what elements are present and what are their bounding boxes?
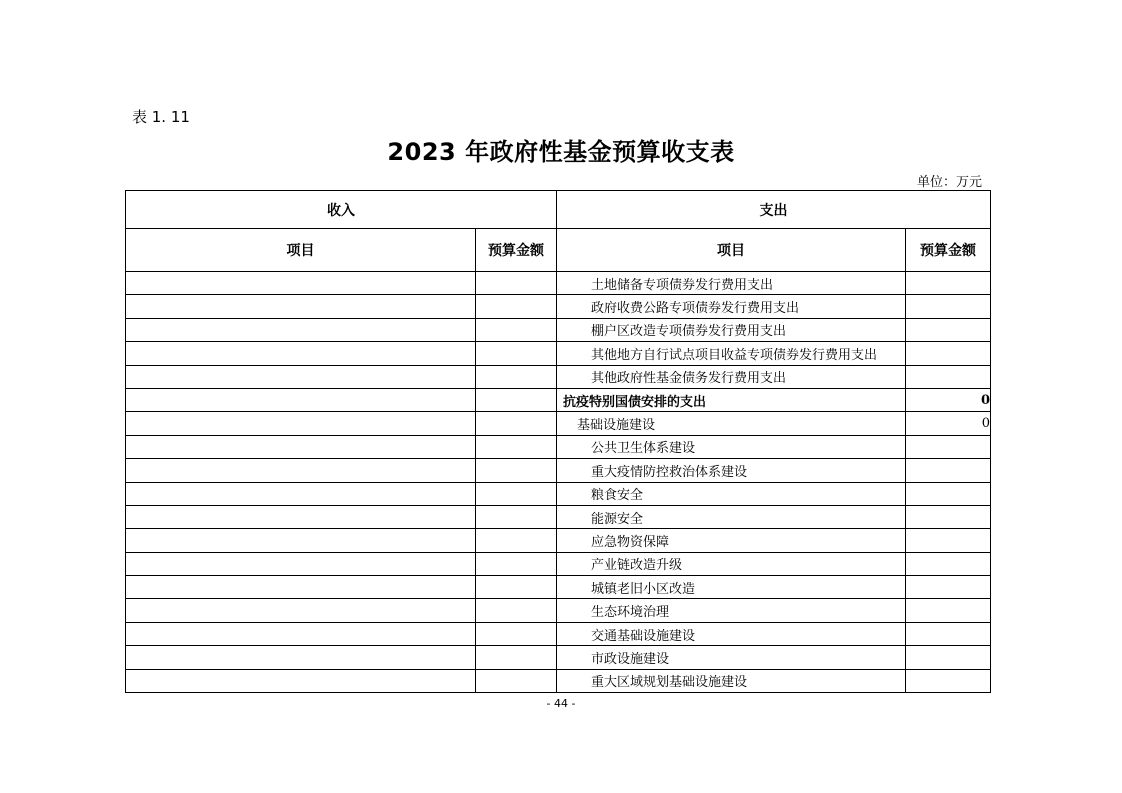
income-item-cell bbox=[126, 318, 476, 341]
expenditure-item-cell: 基础设施建设 bbox=[557, 412, 906, 435]
table-row bbox=[126, 459, 991, 482]
expenditure-amount-cell bbox=[906, 669, 991, 692]
income-item-cell bbox=[126, 622, 476, 645]
document-title: 2023 年政府性基金预算收支表 bbox=[387, 138, 735, 166]
income-amount-cell bbox=[476, 482, 557, 505]
expenditure-item-cell: 粮食安全 bbox=[557, 482, 906, 505]
expenditure-amount-cell bbox=[906, 646, 991, 669]
header-row-columns bbox=[126, 229, 991, 272]
income-item-cell bbox=[126, 272, 476, 295]
income-amount-cell bbox=[476, 272, 557, 295]
expenditure-item-cell: 市政设施建设 bbox=[557, 646, 906, 669]
income-item-cell bbox=[126, 646, 476, 669]
expenditure-amount-cell: 0 bbox=[906, 412, 991, 435]
expenditure-amount-cell bbox=[906, 552, 991, 575]
table-row bbox=[126, 552, 991, 575]
income-amount-cell bbox=[476, 459, 557, 482]
income-item-cell bbox=[126, 576, 476, 599]
income-item-cell bbox=[126, 459, 476, 482]
expenditure-amount-header: 预算金额 bbox=[906, 229, 991, 272]
expenditure-item-header: 项目 bbox=[557, 229, 906, 272]
expenditure-header: 支出 bbox=[557, 191, 991, 229]
income-amount-cell bbox=[476, 388, 557, 411]
income-item-header: 项目 bbox=[126, 229, 476, 272]
expenditure-amount-cell bbox=[906, 505, 991, 528]
income-amount-cell bbox=[476, 552, 557, 575]
expenditure-amount-cell bbox=[906, 482, 991, 505]
income-amount-cell bbox=[476, 669, 557, 692]
table-row bbox=[126, 388, 991, 411]
table-row bbox=[126, 505, 991, 528]
expenditure-item-cell: 重大区域规划基础设施建设 bbox=[557, 669, 906, 692]
expenditure-item-cell: 其他政府性基金债务发行费用支出 bbox=[557, 365, 906, 388]
expenditure-amount-cell bbox=[906, 435, 991, 458]
expenditure-item-cell: 土地储备专项债券发行费用支出 bbox=[557, 272, 906, 295]
expenditure-amount-cell: 0 bbox=[906, 388, 991, 411]
expenditure-amount-cell bbox=[906, 318, 991, 341]
income-item-cell bbox=[126, 365, 476, 388]
table-row bbox=[126, 529, 991, 552]
table-row bbox=[126, 318, 991, 341]
income-amount-cell bbox=[476, 529, 557, 552]
income-item-cell bbox=[126, 529, 476, 552]
income-amount-cell bbox=[476, 318, 557, 341]
income-amount-cell bbox=[476, 622, 557, 645]
expenditure-item-cell: 交通基础设施建设 bbox=[557, 622, 906, 645]
table-row bbox=[126, 482, 991, 505]
table-number: 表 1. 11 bbox=[132, 108, 190, 126]
expenditure-item-cell: 应急物资保障 bbox=[557, 529, 906, 552]
income-item-cell bbox=[126, 599, 476, 622]
table-row bbox=[126, 576, 991, 599]
income-amount-cell bbox=[476, 435, 557, 458]
expenditure-amount-cell bbox=[906, 365, 991, 388]
page-number: - 44 - bbox=[546, 697, 576, 710]
expenditure-item-cell: 能源安全 bbox=[557, 505, 906, 528]
income-item-cell bbox=[126, 552, 476, 575]
expenditure-amount-cell bbox=[906, 295, 991, 318]
table-row bbox=[126, 365, 991, 388]
income-item-cell bbox=[126, 505, 476, 528]
income-amount-cell bbox=[476, 505, 557, 528]
expenditure-item-cell: 城镇老旧小区改造 bbox=[557, 576, 906, 599]
table-row bbox=[126, 342, 991, 365]
income-item-cell bbox=[126, 435, 476, 458]
expenditure-amount-cell bbox=[906, 342, 991, 365]
expenditure-item-cell: 其他地方自行试点项目收益专项债券发行费用支出 bbox=[557, 342, 906, 365]
expenditure-amount-cell bbox=[906, 599, 991, 622]
expenditure-item-cell: 抗疫特别国债安排的支出 bbox=[557, 388, 906, 411]
expenditure-amount-cell bbox=[906, 576, 991, 599]
income-header: 收入 bbox=[126, 191, 557, 229]
table-row bbox=[126, 412, 991, 435]
income-amount-cell bbox=[476, 576, 557, 599]
expenditure-amount-cell bbox=[906, 529, 991, 552]
expenditure-item-cell: 产业链改造升级 bbox=[557, 552, 906, 575]
expenditure-amount-cell bbox=[906, 459, 991, 482]
income-amount-cell bbox=[476, 342, 557, 365]
table-row bbox=[126, 646, 991, 669]
income-amount-cell bbox=[476, 365, 557, 388]
income-amount-cell bbox=[476, 412, 557, 435]
expenditure-item-cell: 重大疫情防控救治体系建设 bbox=[557, 459, 906, 482]
header-row-sections bbox=[126, 191, 991, 229]
expenditure-item-cell: 棚户区改造专项债券发行费用支出 bbox=[557, 318, 906, 341]
income-item-cell bbox=[126, 342, 476, 365]
unit-label: 单位：万元 bbox=[916, 175, 982, 190]
table-row bbox=[126, 622, 991, 645]
expenditure-amount-cell bbox=[906, 272, 991, 295]
income-amount-cell bbox=[476, 295, 557, 318]
table-row bbox=[126, 295, 991, 318]
table-row bbox=[126, 599, 991, 622]
income-item-cell bbox=[126, 388, 476, 411]
table-row bbox=[126, 669, 991, 692]
income-amount-header: 预算金额 bbox=[476, 229, 557, 272]
income-amount-cell bbox=[476, 599, 557, 622]
expenditure-item-cell: 政府收费公路专项债券发行费用支出 bbox=[557, 295, 906, 318]
income-item-cell bbox=[126, 482, 476, 505]
expenditure-item-cell: 生态环境治理 bbox=[557, 599, 906, 622]
income-item-cell bbox=[126, 295, 476, 318]
expenditure-amount-cell bbox=[906, 622, 991, 645]
table-row bbox=[126, 272, 991, 295]
expenditure-item-cell: 公共卫生体系建设 bbox=[557, 435, 906, 458]
table-row bbox=[126, 435, 991, 458]
income-amount-cell bbox=[476, 646, 557, 669]
income-item-cell bbox=[126, 412, 476, 435]
income-item-cell bbox=[126, 669, 476, 692]
budget-table bbox=[125, 190, 991, 693]
